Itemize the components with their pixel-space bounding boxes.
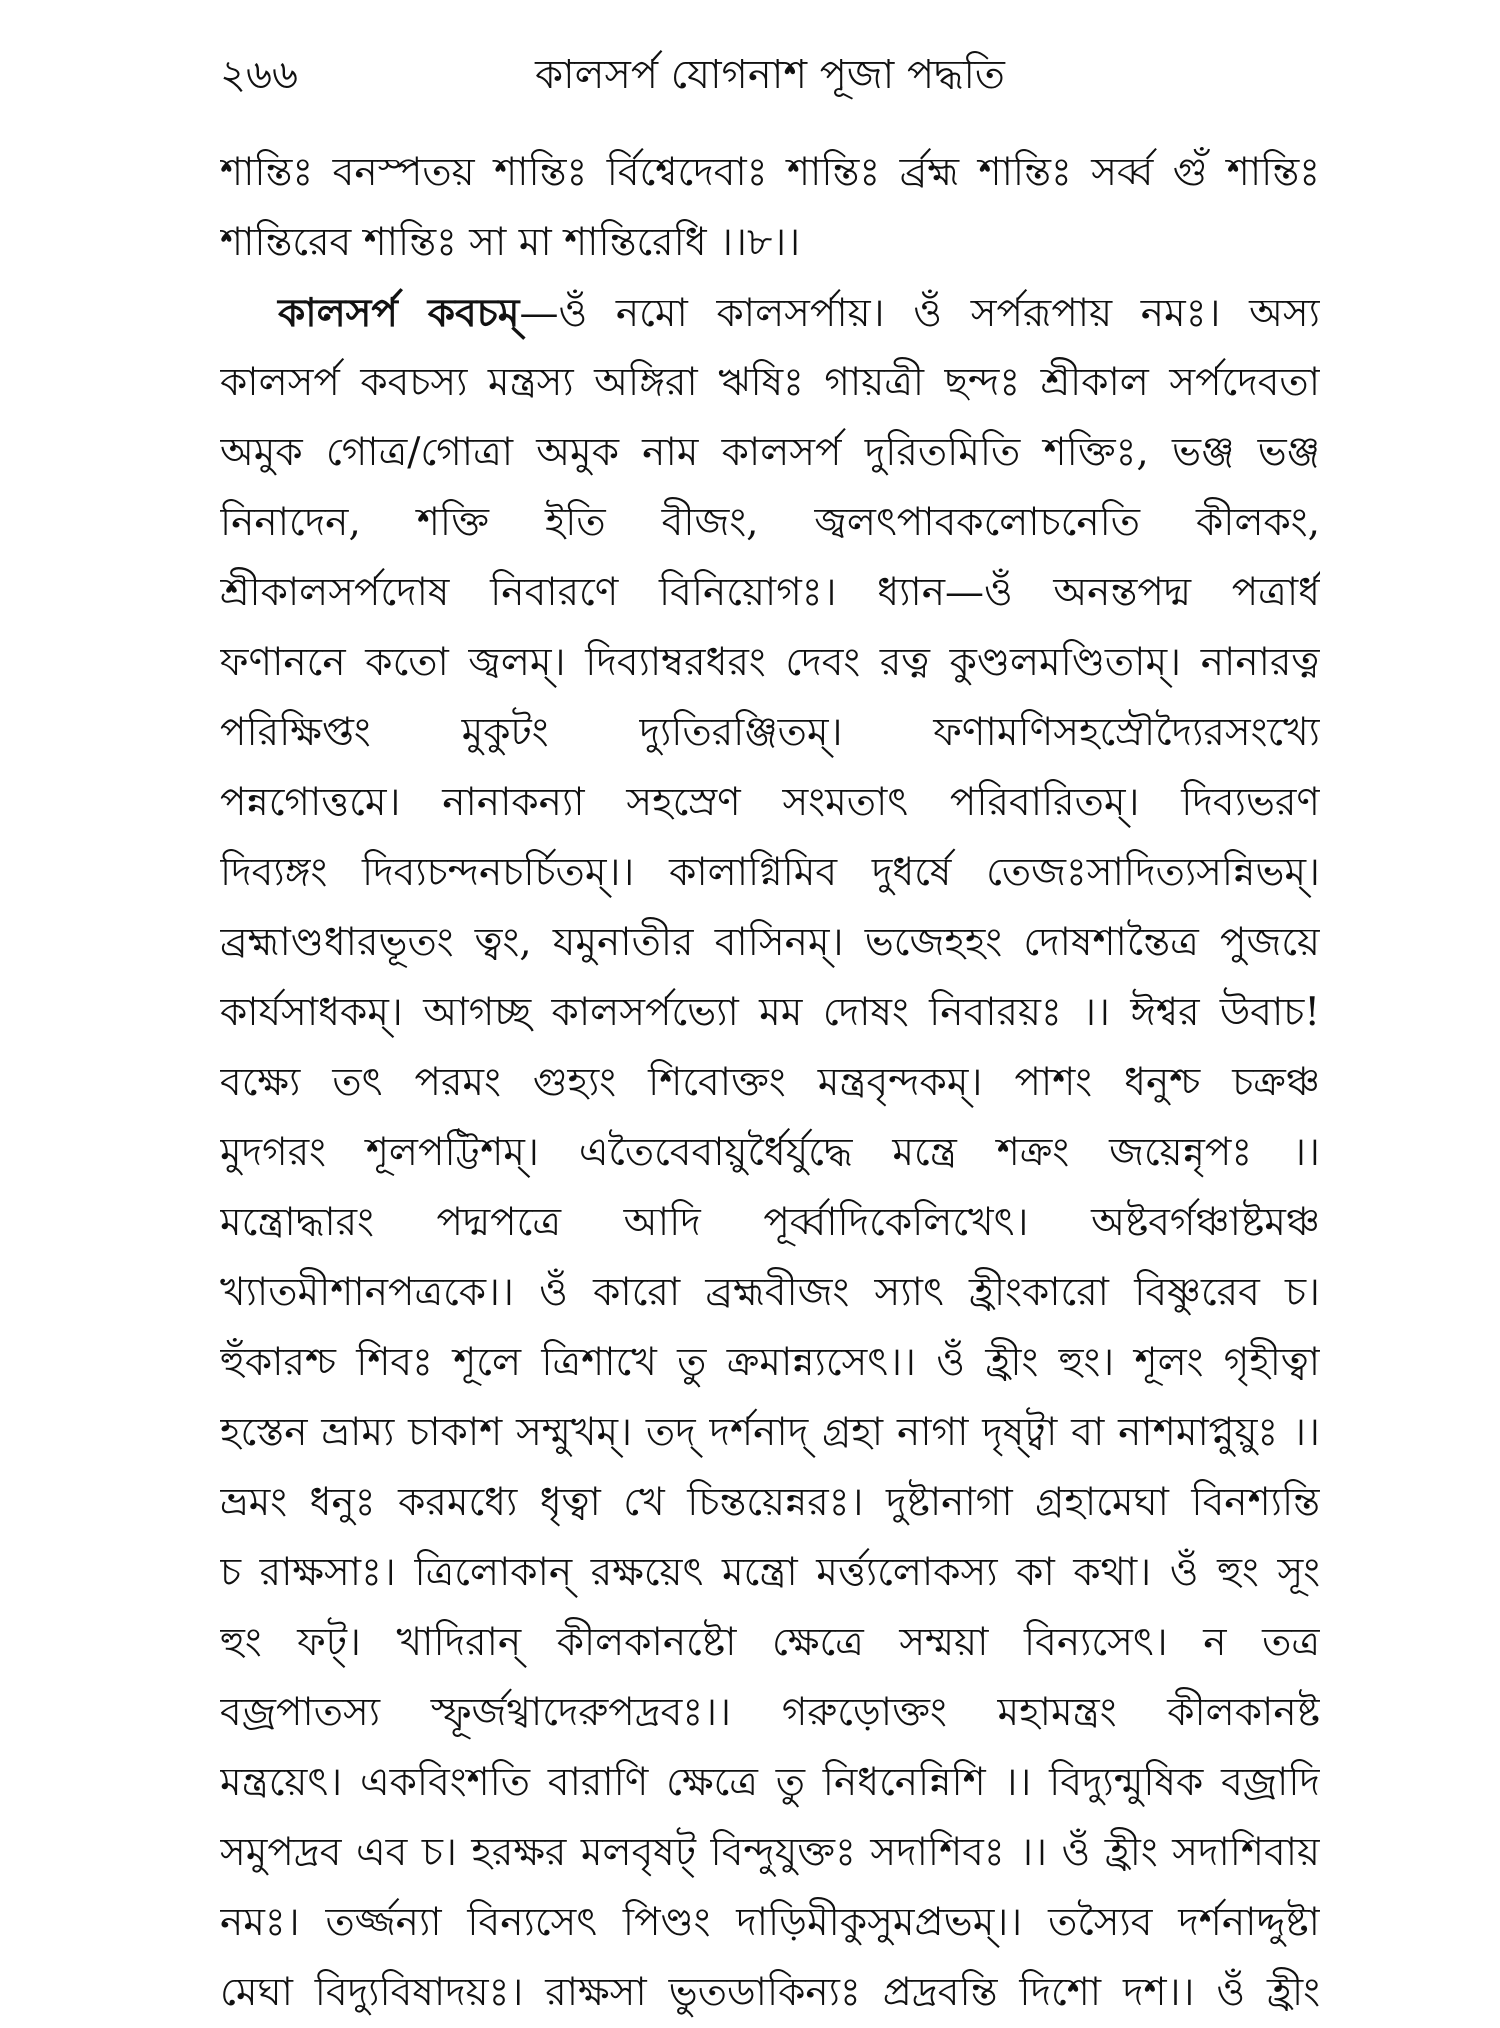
text-line: হুং ফট্। খাদিরান্ কীলকানষ্টো ক্ষেত্রে সম্ময়া বিন্যসেৎ। ন তত্র: [220, 1620, 1320, 1665]
text-line: মুদগরং শূলপট্টিশম্। এতৈবেবায়ুর্ধৈর্যুদ্ধে মন্ত্রে শক্রং জয়েন্নৃপঃ ।।: [220, 1130, 1320, 1175]
page-number: ২৬৬: [220, 52, 299, 98]
text-line: শান্তিরেব শান্তিঃ সা মা শান্তিরেধি ।।৮।।: [220, 220, 801, 265]
text-line: সমুপদ্রব এব চ। হরক্ষর মলবৃষট্ বিন্দুযুক্তঃ সদাশিবঃ ।। ওঁ হ্রীং সদাশিবায়: [220, 1830, 1320, 1875]
text-line: খ্যাতমীশানপত্রকে।। ওঁ কারো ব্রহ্মবীজং স্যাৎ হ্রীংকারো বিষ্ণুরেব চ।: [220, 1270, 1320, 1315]
text-line: অমুক গোত্র/গোত্রা অমুক নাম কালসর্প দুরিতমিতি শক্তিঃ, ভঞ্জ ভঞ্জ: [220, 430, 1320, 475]
text-line: কালসর্প কবচস্য মন্ত্রস্য অঙ্গিরা ঋষিঃ গায়ত্রী ছন্দঃ শ্রীকাল সর্পদেবতা: [220, 360, 1320, 405]
text-line: ভ্রমং ধনুঃ করমধ্যে ধৃত্বা খে চিন্তয়েন্নরঃ। দুষ্টানাগা গ্রহামেঘা বিনশ্যন্তি: [220, 1480, 1320, 1525]
text-line: চ রাক্ষসাঃ। ত্রিলোকান্ রক্ষয়েৎ মন্ত্রো মর্ত্ত্যলোকস্য কা কথা। ওঁ হুং সূং: [220, 1550, 1320, 1595]
text-line: নমঃ। তর্জ্জন্যা বিন্যসেৎ পিণ্ডং দাড়িমীকুসুমপ্রভম্।। তস্যৈব দর্শনাদ্দুষ্টা: [220, 1900, 1320, 1945]
text-line: ব্রহ্মাণ্ডধারভূতং ত্বং, যমুনাতীর বাসিনম্। ভজেহহং দোষশান্তৈত্র পুজয়ে: [220, 920, 1320, 965]
text-line: শান্তিঃ বনস্পতয় শান্তিঃ র্বিশ্বেদেবাঃ শান্তিঃ র্ব্রহ্ম শান্তিঃ সর্ব্ব গুঁ শান্তিঃ: [220, 150, 1320, 195]
running-title: কালসর্প যোগনাশ পূজা পদ্ধতি: [535, 52, 1005, 98]
paragraph-kavacham: [220, 278, 1320, 2028]
text-line: শ্রীকালসর্পদোষ নিবারণে বিনিয়োগঃ। ধ্যান—ওঁ অনন্তপদ্ম পত্রার্ধ: [220, 570, 1320, 615]
body-text: [220, 138, 1320, 2028]
text-line: নিনাদেন, শক্তি ইতি বীজং, জ্বলৎপাবকলোচনেতি কীলকং,: [220, 500, 1320, 545]
text-line: মন্ত্রোদ্ধারং পদ্মপত্রে আদি পূর্ব্বাদিকেলিখেৎ। অষ্টবর্গঞ্চাষ্টমঞ্চ: [220, 1200, 1320, 1245]
text-line: বক্ষ্যে তৎ পরমং গুহ্যং শিবোক্তং মন্ত্রবৃন্দকম্। পাশং ধনুশ্চ চক্রঞ্চ: [220, 1060, 1320, 1105]
text-line: বজ্রপাতস্য স্ফূর্জথ্বাদেরুপদ্রবঃ।। গরুড়োক্তং মহামন্ত্রং কীলকানষ্ট: [220, 1690, 1320, 1735]
page-header: [220, 40, 1320, 110]
text-line: হস্তেন ভ্রাম্য চাকাশ সম্মুখম্। তদ্ দর্শনাদ্ গ্রহা নাগা দৃষ্ট্বা বা নাশমাপ্নুয়ুঃ ।।: [220, 1410, 1320, 1455]
section-heading: কালসর্প কবচম্: [278, 290, 520, 336]
paragraph-shanti: [220, 138, 1320, 278]
text-line: ফণাননে কতো জ্বলম্। দিব্যাম্বরধরং দেবং রত্ন কুণ্ডলমণ্ডিতাম্। নানারত্ন: [220, 640, 1320, 685]
text-line: পরিক্ষিপ্তং মুকুটং দ্যুতিরঞ্জিতম্। ফণামণিসহস্রৌদ্যৈরসংখ্যে: [220, 710, 1320, 755]
text-line: দিব্যঙ্গং দিব্যচন্দনচর্চিতম্।। কালাগ্নিমিব দুধর্ষে তেজঃসাদিত্যসন্নিভম্।: [220, 850, 1320, 895]
text-line: হুঁকারশ্চ শিবঃ শূলে ত্রিশাখে তু ক্রমান্ন্যসেৎ।। ওঁ হ্রীং হুং। শূলং গৃহীত্বা: [220, 1340, 1320, 1385]
text-line: মেঘা বিদ্যুবিষাদয়ঃ। রাক্ষসা ভুতডাকিন্যঃ প্রদ্রবন্তি দিশো দশ।। ওঁ হ্রীং: [220, 1970, 1320, 2015]
heading-continuation: —ওঁ নমো কালসর্পায়। ওঁ সর্পরূপায় নমঃ। অস্য: [519, 291, 1320, 336]
text-line: [220, 278, 1320, 348]
text-line: মন্ত্রয়েৎ। একবিংশতি বারাণি ক্ষেত্রে তু নিধনেন্নিশি ।। বিদ্যুন্মুষিক বজ্রাদি: [220, 1760, 1320, 1805]
text-line: কার্যসাধকম্। আগচ্ছ কালসর্পভ্যো মম দোষং নিবারয়ঃ ।। ঈশ্বর উবাচ!: [220, 990, 1320, 1035]
text-line: পন্নগোত্তমে। নানাকন্যা সহস্রেণ সংমতাৎ পরিবারিতম্। দিব্যভরণ: [220, 780, 1320, 825]
